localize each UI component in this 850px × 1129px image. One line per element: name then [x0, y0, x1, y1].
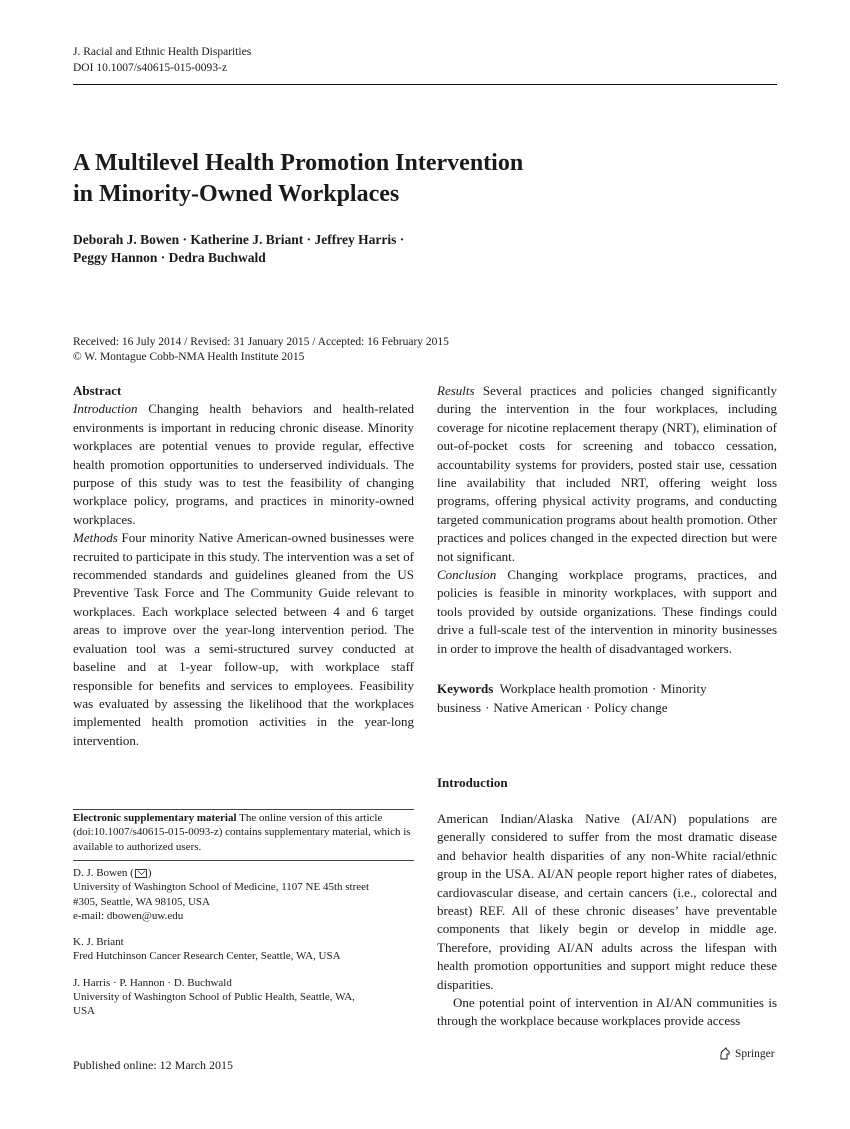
published-date: Published online: 12 March 2015	[73, 1058, 233, 1072]
introduction-paragraph-2: One potential point of intervention in AI/AN communities is through the workplace because workplaces provide access	[437, 995, 777, 1029]
esm-footnote	[73, 811, 414, 854]
keyword-separator: ·	[585, 699, 591, 715]
keywords	[437, 680, 777, 717]
keyword-item: Policy change	[594, 699, 668, 715]
abstract-conclusion	[437, 566, 777, 658]
abstract-left-column	[73, 382, 414, 750]
title-line-2: in Minority-Owned Workplaces	[73, 181, 400, 207]
affiliations	[73, 866, 414, 1019]
affiliation-1-name	[73, 866, 414, 880]
introduction-text: Changing health behaviors and health-related environments is important in reducing chronic disease. Minority workplaces are potential venues to provide regular, effective health promotion opportunities to underserved individuals. The purpose of this study was to test the feasibility of changing workplace policy, programs, and practices in minority-owned workplaces.	[73, 401, 414, 527]
introduction-label: Introduction	[73, 401, 138, 417]
introduction-heading: Introduction	[437, 775, 508, 790]
affiliation-1-city: #305, Seattle, WA 98105, USA	[73, 895, 210, 908]
envelope-icon	[135, 869, 147, 878]
authors-line-2: Peggy Hannon · Dedra Buchwald	[73, 250, 266, 265]
esm-note	[73, 811, 414, 854]
doi: DOI 10.1007/s40615-015-0093-z	[73, 62, 227, 74]
methods-label: Methods	[73, 530, 118, 546]
keyword-item: Minority business	[437, 681, 707, 715]
keyword-item: Workplace health promotion	[499, 681, 649, 697]
title-line-1: A Multilevel Health Promotion Intervention	[73, 150, 524, 176]
affiliation-3-name: J. Harris · P. Hannon · D. Buchwald	[73, 976, 232, 989]
methods-text: Four minority Native American-owned businesses were recruited to participate in this study. The intervention was a set of recommended standards and guidelines gleaned from the US Preventive Task Force and The Community Guide relevant to workplaces. Each workplace selected between 4 and 6 target areas to improve over the year-long intervention period. The evaluation tool was a semi-structured survey conducted at baseline and at 1-year follow-up, with workplace staff responsible for benefits and services to employees. Feasibility was evaluated by assessing the likelihood that the workplaces implemented health promotion activities in the year-long intervention.	[73, 530, 414, 748]
article-dates	[73, 335, 773, 365]
abstract-methods	[73, 529, 414, 750]
conclusion-label: Conclusion	[437, 567, 497, 583]
affiliation-1-address: University of Washington School of Medicine, 1107 NE 45th street	[73, 881, 370, 894]
results-label: Results	[437, 383, 475, 398]
affiliation-3-country: USA	[73, 1005, 96, 1018]
abstract-heading: Abstract	[73, 383, 122, 398]
affiliation-2-address: Fred Hutchinson Cancer Research Center, Seattle, WA, USA	[73, 950, 341, 963]
keyword-separator: ·	[652, 681, 657, 697]
introduction-body	[437, 810, 777, 1031]
authors-line-1: Deborah J. Bowen · Katherine J. Briant · Jeffrey Harris ·	[73, 232, 405, 247]
publisher-logo	[718, 1047, 775, 1061]
esm-text: The online version of this article (doi:10.1007/s40615-015-0093-z) contains supplementary material, which is available to authorized users.	[73, 812, 411, 853]
header-rule	[73, 84, 777, 85]
history-dates: Received: 16 July 2014 / Revised: 31 January 2015 / Accepted: 16 February 2015	[73, 336, 449, 348]
footnote-rule	[73, 809, 414, 810]
publisher-name: Springer	[735, 1048, 775, 1060]
corresponding-author-close: )	[147, 867, 152, 879]
affiliation-3-address: University of Washington School of Public Health, Seattle, WA,	[73, 991, 355, 1004]
introduction-paragraph-1: American Indian/Alaska Native (AI/AN) populations are generally considered to suffer from the most dramatic disease and behavior health disparities of any non-White racial/ethnic group in the USA. AI/AN people report higher rates of diabetes, cardiovascular disease, and certain cancers (i.e., colorectal and breast) REF. All of these chronic diseases’ have preventable components that likely begin or develop in middle age. Therefore, providing AI/AN adults across the lifespan with health promotion opportunities and support might reduce these disparities.	[437, 811, 777, 992]
results-text: Several practices and policies changed significantly during the intervention in the four workplaces, including coverage for nicotine replacement therapy (NRT), elimination of out-of-pocket costs for screening and tobacco cessation, accountability systems for providers, posted stair use, cessation line availability that included NRT, offering weight loss programs, offering physical activity programs, and conducting targeted communication programs about health promotion. Other practices and polices changed in the expected direction but were not significant.	[437, 383, 777, 564]
affiliation-rule	[73, 860, 414, 861]
keyword-item: Native American	[493, 699, 582, 715]
copyright: © W. Montague Cobb-NMA Health Institute 2015	[73, 351, 305, 363]
esm-label: Electronic supplementary material	[73, 812, 237, 824]
journal-name: J. Racial and Ethnic Health Disparities	[73, 46, 252, 58]
author-email[interactable]: e-mail: dbowen@uw.edu	[73, 909, 184, 922]
abstract-results	[437, 382, 777, 566]
abstract-right-column	[437, 382, 777, 717]
author-list	[73, 231, 773, 267]
keywords-label: Keywords	[437, 681, 494, 697]
affiliation-2-name: K. J. Briant	[73, 936, 124, 949]
abstract-introduction	[73, 400, 414, 529]
journal-header	[73, 44, 251, 76]
article-title	[73, 148, 773, 210]
springer-horse-icon	[718, 1047, 732, 1061]
conclusion-text: Changing workplace programs, practices, and policies is feasible in minority workplaces, with support and tools provided by outside organizations. These findings could drive a full-scale test of the intervention in minority businesses in order to improve the health of disadvantaged workers.	[437, 567, 777, 656]
corresponding-author: D. J. Bowen (	[73, 867, 134, 879]
keyword-separator: ·	[485, 699, 490, 715]
